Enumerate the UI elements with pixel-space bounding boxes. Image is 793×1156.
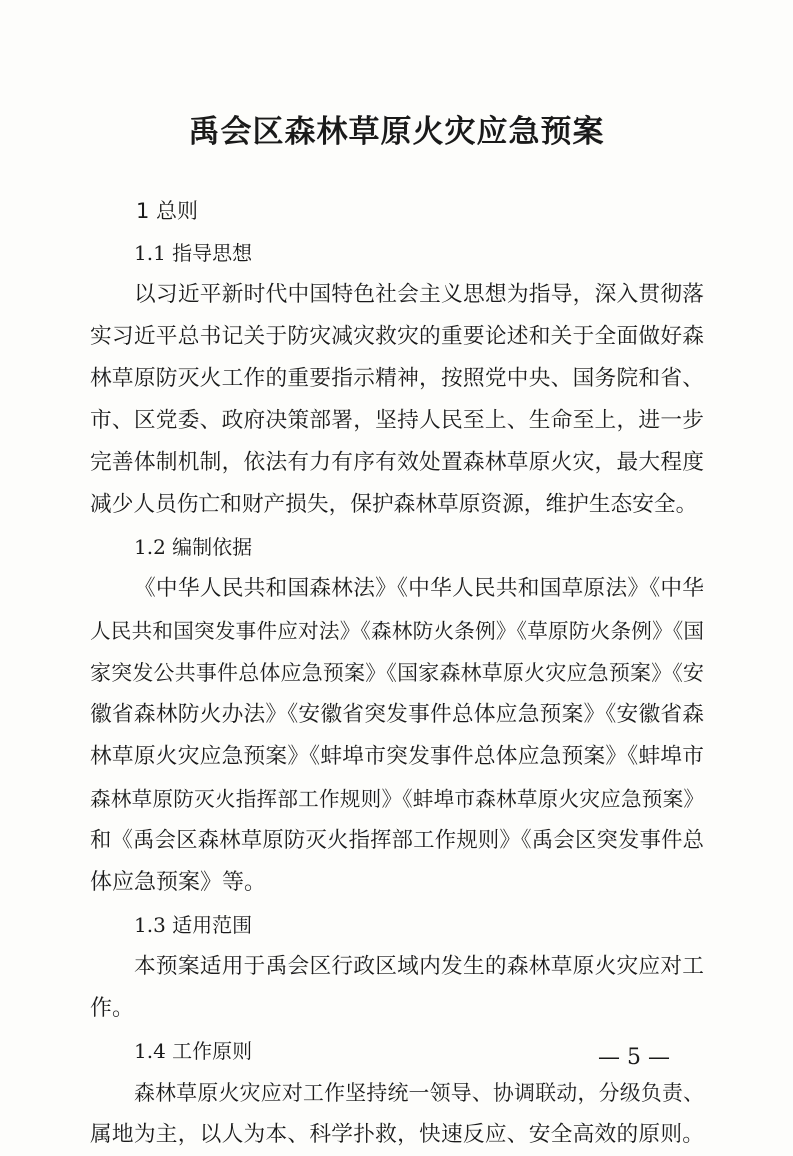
paragraph-line: 和《禹会区森林草原防灭火指挥部工作规则》《禹会区突发事件总 xyxy=(90,828,704,853)
section-heading: 1 总则 xyxy=(136,199,199,223)
paragraph-line: 林草原火灾应急预案》《蚌埠市突发事件总体应急预案》《蚌埠市 xyxy=(90,744,704,769)
paragraph-line: 森林草原防灭火指挥部工作规则》《蚌埠市森林草原火灾应急预案》 xyxy=(90,787,704,811)
paragraph-line: 属地为主，以人为本、科学扑救，快速反应、安全高效的原则。 xyxy=(90,1122,704,1147)
paragraph-line: 体应急预案》等。 xyxy=(90,870,267,895)
subsection-heading: 1.1 指导思想 xyxy=(134,241,253,265)
subsection-heading: 1.4 工作原则 xyxy=(134,1039,253,1063)
paragraph-line: 森林草原火灾应对工作坚持统一领导、协调联动，分级负责、 xyxy=(134,1081,704,1105)
page-number: — 5 — xyxy=(598,1045,670,1070)
paragraph-line: 实习近平总书记关于防灾减灾救灾的重要论述和关于全面做好森 xyxy=(90,324,704,349)
document-title: 禹会区森林草原火灾应急预案 xyxy=(188,114,605,150)
paragraph-line: 本预案适用于禹会区行政区域内发生的森林草原火灾应对工 xyxy=(134,954,704,979)
paragraph-line: 以习近平新时代中国特色社会主义思想为指导，深入贯彻落 xyxy=(134,282,704,307)
paragraph-line: 减少人员伤亡和财产损失，保护森林草原资源，维护生态安全。 xyxy=(90,492,698,517)
subsection-heading: 1.2 编制依据 xyxy=(134,535,253,559)
paragraph-line: 完善体制机制，依法有力有序有效处置森林草原火灾，最大程度 xyxy=(90,450,704,475)
paragraph-line: 市、区党委、政府决策部署，坚持人民至上、生命至上，进一步 xyxy=(90,408,704,433)
paragraph-line: 家突发公共事件总体应急预案》《国家森林草原火灾应急预案》《安 xyxy=(90,661,704,685)
subsection-heading: 1.3 适用范围 xyxy=(134,913,253,937)
paragraph-line: 作。 xyxy=(90,996,135,1021)
paragraph-line: 徽省森林防火办法》《安徽省突发事件总体应急预案》《安徽省森 xyxy=(90,702,704,727)
paragraph-line: 人民共和国突发事件应对法》《森林防火条例》《草原防火条例》《国 xyxy=(90,619,704,643)
document-body xyxy=(90,190,704,1156)
paragraph-line: 林草原防灭火工作的重要指示精神，按照党中央、国务院和省、 xyxy=(90,366,704,391)
paragraph-line: 《中华人民共和国森林法》《中华人民共和国草原法》《中华 xyxy=(134,576,704,601)
